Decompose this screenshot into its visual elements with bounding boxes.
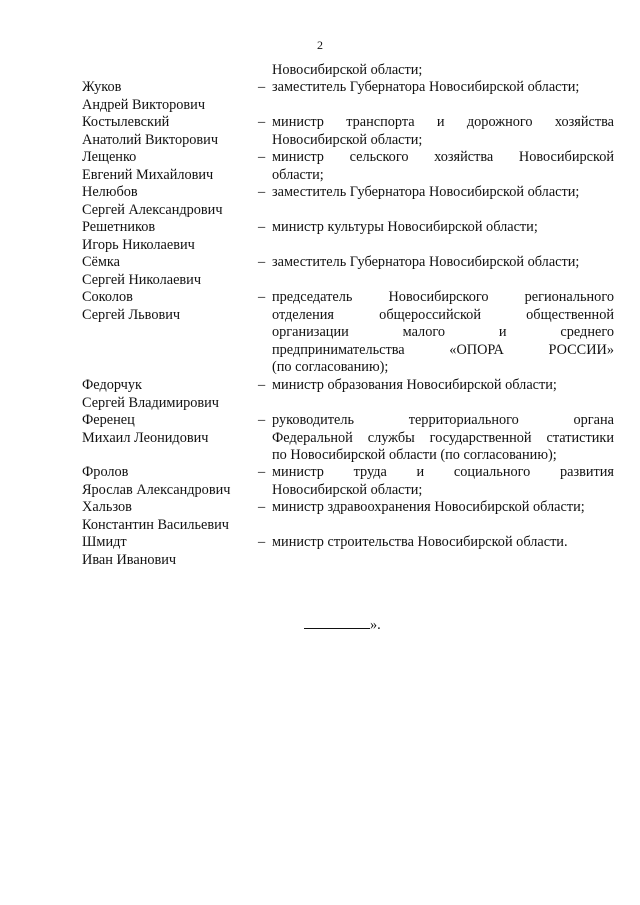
- member-given-names: Иван Иванович: [82, 551, 177, 568]
- member-position: [272, 289, 614, 377]
- position-line: заместитель Губернатора Новосибирской области;: [272, 184, 580, 200]
- member-entry: [82, 499, 614, 534]
- end-quote: ».: [370, 617, 381, 633]
- member-given-names: Сергей Николаевич: [82, 271, 202, 288]
- continuation-text: Новосибирской области;: [272, 62, 423, 78]
- member-name: [82, 377, 258, 412]
- dash-separator: –: [258, 219, 266, 235]
- member-surname: Шмидт: [82, 534, 127, 550]
- position-line: руководитель территориального органа: [272, 412, 614, 428]
- member-surname: Ференец: [82, 412, 135, 428]
- end-underline: [304, 616, 370, 629]
- member-given-names: Сергей Владимирович: [82, 394, 219, 411]
- member-given-names: Константин Васильевич: [82, 516, 229, 533]
- member-given-names: Андрей Викторович: [82, 96, 206, 113]
- position-line: предпринимательства «ОПОРА РОССИИ»: [272, 341, 614, 358]
- member-position: [272, 254, 614, 289]
- member-entry: [82, 377, 614, 412]
- member-name: [82, 499, 258, 534]
- position-line: Федеральной службы государственной статистики: [272, 429, 614, 446]
- member-position: [272, 377, 614, 412]
- member-position: [272, 464, 614, 499]
- position-line: министр строительства Новосибирской области.: [272, 534, 568, 550]
- member-position: [272, 219, 614, 254]
- member-surname: Решетников: [82, 219, 156, 235]
- member-name: [82, 534, 258, 569]
- member-name: [82, 289, 258, 377]
- member-list: [82, 79, 614, 569]
- member-position: [272, 499, 614, 534]
- member-given-names: Игорь Николаевич: [82, 236, 195, 253]
- dash-separator: –: [258, 412, 266, 428]
- dash-separator: –: [258, 149, 266, 165]
- member-name: [82, 219, 258, 254]
- position-line: заместитель Губернатора Новосибирской области;: [272, 79, 580, 95]
- member-surname: Федорчук: [82, 377, 142, 393]
- dash-separator: –: [258, 499, 266, 515]
- dash-separator: –: [258, 114, 266, 130]
- dash-separator: –: [258, 184, 266, 200]
- member-surname: Лещенко: [82, 149, 137, 165]
- dash-separator: –: [258, 254, 266, 270]
- member-entry: [82, 412, 614, 464]
- member-name: [82, 184, 258, 219]
- position-line: организации малого и среднего: [272, 324, 614, 340]
- member-name: [82, 412, 258, 465]
- member-position: [272, 534, 614, 569]
- member-entry: [82, 184, 614, 219]
- member-surname: Костылевский: [82, 114, 170, 130]
- member-entry: [82, 464, 614, 499]
- member-position: [272, 114, 614, 149]
- position-line: министр труда и социального развития: [272, 464, 614, 480]
- member-position: [272, 79, 614, 114]
- position-line: председатель Новосибирского регионального: [272, 289, 614, 305]
- member-name: [82, 254, 258, 289]
- position-line: министр здравоохранения Новосибирской области;: [272, 499, 585, 515]
- member-position: [272, 412, 614, 465]
- member-entry: [82, 534, 614, 569]
- position-line: отделения общероссийской общественной: [272, 306, 614, 323]
- member-entry: [82, 219, 614, 254]
- position-line: Новосибирской области;: [272, 131, 423, 148]
- member-given-names: Анатолий Викторович: [82, 131, 219, 148]
- member-surname: Жуков: [82, 79, 122, 95]
- end-mark: [304, 616, 381, 635]
- dash-separator: –: [258, 534, 266, 550]
- dash-separator: –: [258, 464, 266, 480]
- member-entry: [82, 289, 614, 377]
- position-line: области;: [272, 166, 324, 183]
- member-entry: [82, 79, 614, 114]
- member-surname: Нелюбов: [82, 184, 138, 200]
- member-given-names: Евгений Михайлович: [82, 166, 214, 183]
- member-given-names: Ярослав Александрович: [82, 481, 231, 498]
- dash-separator: –: [258, 289, 266, 305]
- member-surname: Хальзов: [82, 499, 132, 515]
- member-position: [272, 149, 614, 184]
- dash-separator: –: [258, 79, 266, 95]
- member-name: [82, 114, 258, 149]
- position-line: по Новосибирской области (по согласованию);: [272, 447, 557, 463]
- member-name: [82, 149, 258, 184]
- member-surname: Сёмка: [82, 254, 121, 270]
- position-line: министр сельского хозяйства Новосибирской: [272, 149, 614, 165]
- position-line: заместитель Губернатора Новосибирской области;: [272, 254, 580, 270]
- position-line: министр транспорта и дорожного хозяйства: [272, 114, 614, 130]
- position-line: Новосибирской области;: [272, 481, 423, 498]
- position-line: министр культуры Новосибирской области;: [272, 219, 538, 235]
- page-number: 2: [317, 38, 323, 52]
- member-entry: [82, 254, 614, 289]
- dash-separator: –: [258, 377, 266, 393]
- member-name: [82, 79, 258, 114]
- member-position: [272, 184, 614, 219]
- position-line: министр образования Новосибирской области;: [272, 377, 557, 393]
- member-entry: [82, 149, 614, 184]
- position-line: (по согласованию);: [272, 359, 389, 375]
- member-given-names: Сергей Александрович: [82, 201, 223, 218]
- member-surname: Фролов: [82, 464, 129, 480]
- member-given-names: Сергей Львович: [82, 306, 181, 323]
- member-name: [82, 464, 258, 499]
- member-given-names: Михаил Леонидович: [82, 429, 209, 446]
- member-surname: Соколов: [82, 289, 133, 305]
- member-entry: [82, 114, 614, 149]
